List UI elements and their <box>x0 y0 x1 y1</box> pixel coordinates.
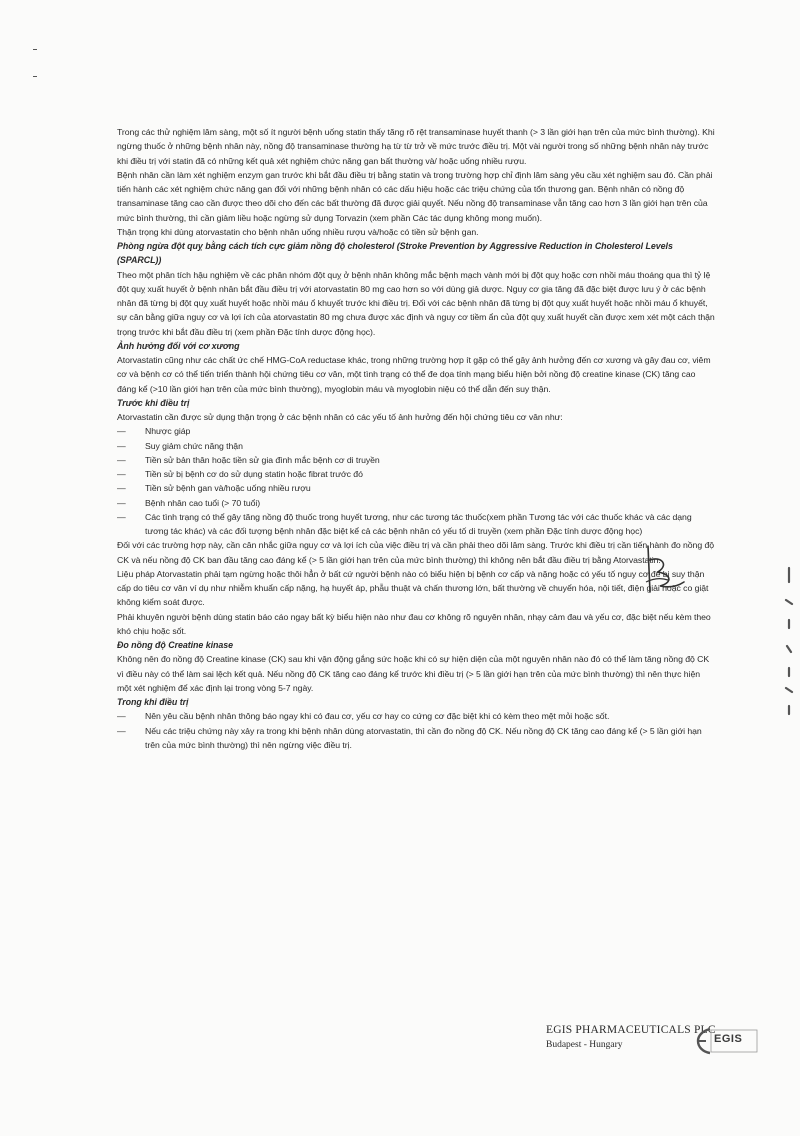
company-footer <box>546 1024 776 1064</box>
company-name: EGIS PHARMACEUTICALS PLC <box>546 1024 716 1036</box>
paragraph: Atorvastatin cũng như các chất ức chế HMG-CoA reductase khác, trong những trường hợp ít gặp có thể gây ảnh hưởng đến cơ xương và gây đau cơ, viêm cơ và bệnh cơ có thể tiến triển thành hội chứng tiêu cơ vân, một tình trạng có thể đe dọa tính mạng biểu hiện bởi nồng độ creatine kinase (CK) tăng cao đáng kể (>10 lần giới hạn trên của mức bình thường), myoglobin máu và myoglobin niệu có thể dẫn đến suy thận. <box>117 355 711 394</box>
list-item: — Nên yêu cầu bệnh nhân thông báo ngay khi có đau cơ, yếu cơ hay co cứng cơ đặc biệt khi có kèm theo mệt mỏi hoặc sốt. <box>117 709 715 723</box>
scan-mark <box>33 49 37 50</box>
company-location: Budapest - Hungary <box>546 1040 623 1050</box>
logo-text: EGIS <box>714 1033 743 1045</box>
document-body <box>117 125 715 752</box>
list-item: — Suy giảm chức năng thận <box>117 439 715 453</box>
list-item: — Bệnh nhân cao tuổi (> 70 tuổi) <box>117 496 715 510</box>
paragraph: Thận trọng khi dùng atorvastatin cho bệnh nhân uống nhiều rượu và/hoặc có tiền sử bệnh gan. <box>117 226 479 237</box>
list-item: — Tiền sử bị bệnh cơ do sử dụng statin hoặc fibrat trước đó <box>117 467 715 481</box>
paragraph: Trong các thử nghiệm lâm sàng, một số ít người bệnh uống statin thấy tăng rõ rệt transaminase huyết thanh (> 3 lần giới hạn trên của mức bình thường). Khi ngừng thuốc ở những bệnh nhân này, nồng độ transaminase thường hạ từ từ trở về mức trước điều trị. Một vài người trong số những bệnh nhân này trước khi điều trị với statin đã có những kết quả xét nghiệm chức năng gan bất thường và/ hoặc uống nhiều rượu. <box>117 127 715 166</box>
section-heading: Ảnh hưởng đối với cơ xương <box>117 340 240 351</box>
paragraph: Phải khuyên người bệnh dùng statin báo cáo ngay bất kỳ biểu hiện nào như đau cơ không rõ nguyên nhân, nhạy cảm đau và yếu cơ, đặc biệt nếu kèm theo khó chịu hoặc sốt. <box>117 611 711 636</box>
section-heading: Trước khi điều trị <box>117 397 190 408</box>
paragraph: Theo một phân tích hậu nghiệm về các phân nhóm đột quỵ ở bệnh nhân không mắc bệnh mạch vành mới bị đột quỵ hoặc cơn nhồi máu thoáng qua thì tỷ lệ đột quỵ xuất huyết ở bệnh nhân bắt đầu điều trị với atorvastatin 80 mg cao hơn so với dùng giả dược. Nguy cơ gia tăng đã đặc biệt được lưu ý ở các bệnh nhân đã từng bị đột quỵ xuất huyết hoặc nhồi máu ổ khuyết trước khi điều trị. Đối với các bệnh nhân đã từng bị đột quỵ xuất huyết hoặc nhồi máu ổ khuyết, sự cân bằng giữa nguy cơ và lợi ích của atorvastatin 80 mg chưa được xác định và nguy cơ tiềm ẩn của đột quỵ xuất huyết cần được xem xét một cách thận trọng trước khi bắt đầu điều trị (xem phần Đặc tính dược động học). <box>117 269 715 337</box>
risk-factor-list <box>117 424 715 538</box>
section-heading: Phòng ngừa đột quỵ bằng cách tích cực giảm nồng độ cholesterol (Stroke Prevention by Aggressive Reduction in Cholesterol Levels (SPARCL)) <box>117 241 673 266</box>
egis-logo <box>696 1026 758 1056</box>
list-item: — Nếu các triệu chứng này xảy ra trong khi bệnh nhân dùng atorvastatin, thì cần đo nồng độ CK. Nếu nồng độ CK tăng cao đáng kể (> 5 lần giới hạn trên của mức bình thường) thì nên ngừng việc điều trị. <box>117 724 715 753</box>
section-heading: Đo nồng độ Creatine kinase <box>117 640 234 650</box>
list-item: — Tiền sử bệnh gan và/hoặc uống nhiều rượu <box>117 481 715 495</box>
list-item: — Nhược giáp <box>117 424 715 438</box>
paragraph: Atorvastatin cần được sử dụng thận trọng ở các bệnh nhân có các yếu tố ảnh hưởng đến hội chứng tiêu cơ vân như: <box>117 412 563 422</box>
handwritten-signature <box>640 542 686 604</box>
list-item: — Các tình trạng có thể gây tăng nồng độ thuốc trong huyết tương, như các tương tác thuốc(xem phần Tương tác với các thuốc khác và các dạng tương tác khác) và các đối tượng bệnh nhân đặc biệt kể cả các bệnh nhân có yếu tố di truyền (xem phần Đặc tính dược động học) <box>117 510 715 539</box>
treatment-list <box>117 709 715 752</box>
paragraph: Bệnh nhân cần làm xét nghiệm enzym gan trước khi bắt đầu điều trị bằng statin và trong trường hợp chỉ định lâm sàng yêu cầu xét nghiệm sau đó. Cần phải tiến hành các xét nghiệm chức năng gan đối với những bệnh nhân có các dấu hiệu hoặc các triệu chứng của tổn thương gan. Bệnh nhân có nồng độ transaminase tăng cao cần được theo dõi cho đến các bất thường đã được giải quyết. Nếu nồng độ transaminase vẫn tăng cao hơn 3 lần giới hạn trên của mức bình thường, thì cần giảm liều hoặc ngừng sử dụng Torvazin (xem phần Các tác dụng không mong muốn). <box>117 169 713 223</box>
paragraph: Đối với các trường hợp này, cần cân nhắc giữa nguy cơ và lợi ích của việc điều trị và cần phải theo dõi lâm sàng. Trước khi điều trị cần tiến hành đo nồng độ CK và nếu nồng độ CK ban đầu tăng cao đáng kể (> 5 lần giới hạn trên của mức bình thường) thì không nên bắt đầu điều trị bằng Atorvastatin. <box>117 540 715 565</box>
paragraph: Không nên đo nồng độ Creatine kinase (CK) sau khi vận động gắng sức hoặc khi có sự hiện diện của một nguyên nhân nào đó có thể làm tăng nồng độ CK vì điều này có thể làm sai lệch kết quả. Nếu nồng độ CK tăng cao đáng kể trước khi điều trị (> 5 lần giới hạn trên của mức bình thường) thì nên thực hiện một xét nghiệm để xác định lại trong vòng 5-7 ngày. <box>117 654 710 693</box>
edge-stamp-mark <box>783 560 795 720</box>
list-item: — Tiền sử bản thân hoặc tiền sử gia đình mắc bệnh cơ di truyền <box>117 453 715 467</box>
paragraph: Liệu pháp Atorvastatin phải tạm ngừng hoặc thôi hẳn ở bất cứ người bệnh nào có biểu hiện bị bệnh cơ cấp và nặng hoặc có yếu tố nguy cơ để bị suy thận cấp do tiêu cơ vân ví dụ như nhiễm khuẩn cấp nặng, hạ huyết áp, phẫu thuật và chấn thương lớn, bất thường về chuyển hóa, nội tiết, điện giải hoặc co giật không kiểm soát được. <box>117 568 709 608</box>
section-heading: Trong khi điều trị <box>117 697 189 707</box>
scan-mark <box>33 76 37 77</box>
